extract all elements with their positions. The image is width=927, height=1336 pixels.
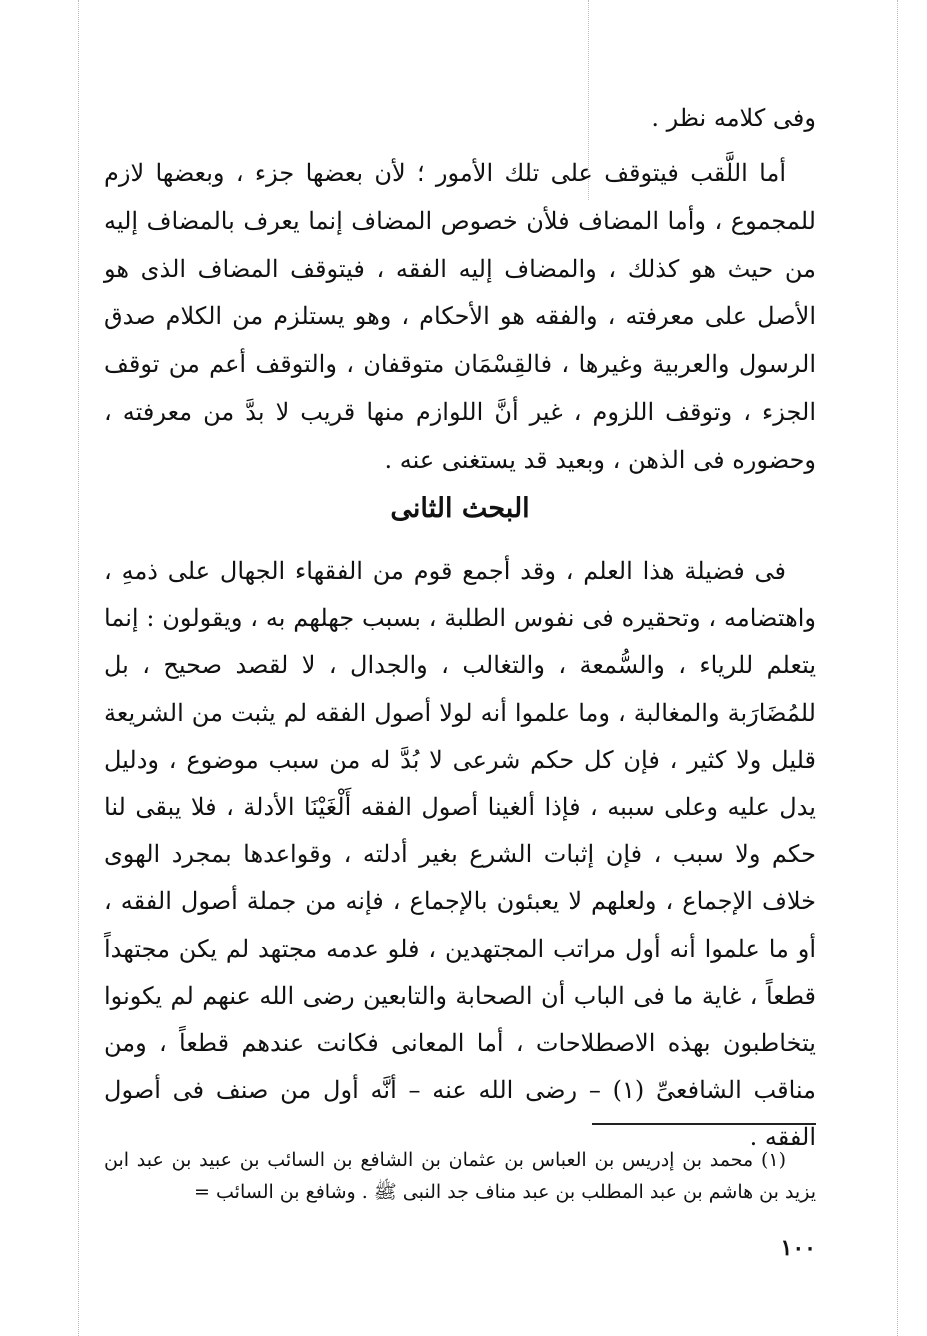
scan-edge-line [78, 0, 79, 1336]
scan-edge-line [897, 0, 898, 1336]
footnote-separator [592, 1123, 816, 1125]
footnote: (١) محمد بن إدريس بن العباس بن عثمان بن الشافع بن السائب بن عبيد بن عبد ابن يزيد بن هاشم بن عبد المطلب بن عبد مناف جد النبى ﷺ . وشافع بن السائب = [104, 1149, 816, 1203]
intro-line: وفى كلامه نظر . [651, 104, 816, 132]
paragraph-text: أما اللَّقب فيتوقف على تلك الأمور ؛ لأن بعضها جزء ، وبعضها لازم للمجموع ، وأما المضاف فلأن خصوص المضاف إنما يعرف بالمضاف إليه من حيث هو كذلك ، والمضاف إليه الفقه ، فيتوقف المضاف الذى هو الأصل على معرفته ، والفقه هو الأحكام ، وهو يستلزم من الكلام صدق الرسول والعربية وغيرها ، فالقِسْمَان متوقفان ، والتوقف أعم من توقف الجزء ، وتوقف اللزوم ، غير أنَّ اللوازم منها قريب لا بدَّ من معرفته ، وحضوره فى الذهن ، وبعيد قد يستغنى عنه . [104, 159, 816, 474]
paragraph-text: فى فضيلة هذا العلم ، وقد أجمع قوم من الفقهاء الجهال على ذمهِ ، واهتضامه ، وتحقيره فى نفوس الطلبة ، بسبب جهلهم به ، ويقولون : إنما يتعلم للرياء ، والسُّمعة ، والتغالب ، والجدال ، لا لقصد صحيح ، بل للمُضَارَبة والمغالبة ، وما علموا أنه لولا أصول الفقه لم يثبت من الشريعة قليل ولا كثير ، فإن كل حكم شرعى لا بُدَّ له من سبب موضوع ، ودليل يدل عليه وعلى سببه ، فإذا ألغينا أصول الفقه أَلْغَيْنَا الأدلة ، فلا يبقى لنا حكم ولا سبب ، فإن إثبات الشرع بغير أدلته ، وقواعدها بمجرد الهوى خلاف الإجماع ، ولعلهم لا يعبئون بالإجماع ، فإنه من جملة أصول الفقه ، أو ما علموا أنه أول مراتب المجتهدين ، فلو عدمه مجتهد لم يكن مجتهداً قطعاً ، غاية ما فى الباب أن الصحابة والتابعين رضى الله عنهم لم يكونوا يتخاطبون بهذه الاصطلاحات ، أما المعانى فكانت عندهم قطعاً ، ومن مناقب الشافعىِّ (١) – رضى الله عنه – أنَّه أول من صنف فى أصول الفقه . [104, 557, 817, 1152]
page-number: ١٠٠ [780, 1235, 816, 1261]
section-heading: البحث الثانى [390, 493, 530, 524]
body-paragraph-2 [104, 548, 816, 1162]
body-paragraph-1 [104, 150, 816, 485]
